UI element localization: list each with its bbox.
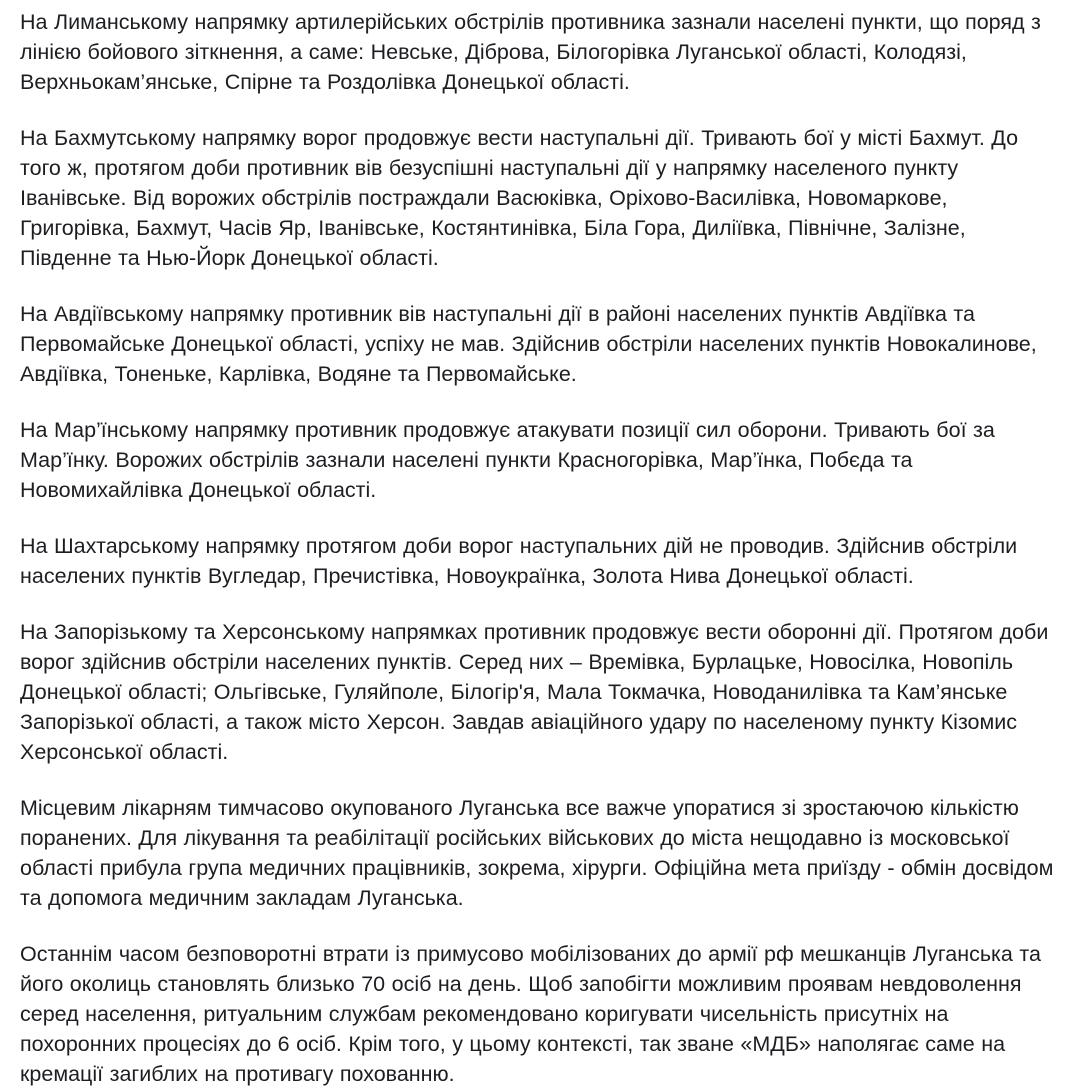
paragraph-bakhmut-direction: На Бахмутському напрямку ворог продовжує вести наступальні дії. Тривають бої у місті Бахмут. До того ж, протягом доби противник вів безуспішні наступальні дії у напрямку населеного пункту Іванівське. Від ворожих обстрілів постраждали Васюківка, Оріхово-Василівка, Новомаркове, Григорівка, Бахмут, Часів Яр, Іванівське, Костянтинівка, Біла Гора, Диліївка, Північне, Залізне, Південне та Нью-Йорк Донецької області. [20, 126, 1019, 270]
paragraph-luhansk-hospitals: Місцевим лікарням тимчасово окупованого Луганська все важче упоратися зі зростаючою кількістю поранених. Для лікування та реабілітації російських військових до міста нещодавно із московської області прибула група медичних працівників, зокрема, хірурги. Офіційна мета приїзду - обмін досвідом та допомога медичним закладам Луганська. [20, 796, 1054, 910]
paragraph-avdiivka-direction: На Авдіївському напрямку противник вів наступальні дії в районі населених пунктів Авдіївка та Первомайське Донецької області, успіху не мав. Здійснив обстріли населених пунктів Новокалинове, Авдіївка, Тоненьке, Карлівка, Водяне та Первомайське. [20, 302, 1037, 386]
paragraph-shakhtarsk-direction: На Шахтарському напрямку протягом доби ворог наступальних дій не проводив. Здійснив обстріли населених пунктів Вугледар, Пречистівка, Новоукраїнка, Золота Нива Донецької області. [20, 534, 1018, 588]
paragraph-lyman-direction: На Лиманському напрямку артилерійських обстрілів противника зазнали населені пункти, що поряд з лінією бойового зіткнення, а саме: Невське, Діброва, Білогорівка Луганської області, Колодязі, Верхньокам’янське, Спірне та Роздолівка Донецької області. [20, 10, 1041, 94]
paragraph-marinka-direction: На Мар’їнському напрямку противник продовжує атакувати позиції сил оборони. Тривають бої за Мар’їнку. Ворожих обстрілів зазнали населені пункти Красногорівка, Мар’їнка, Побєда та Новомихайлівка Донецької області. [20, 418, 995, 502]
paragraph-mobilized-losses: Останнім часом безповоротні втрати із примусово мобілізованих до армії рф мешканців Луганська та його околиць становлять близько 70 осіб на день. Щоб запобігти можливим проявам невдоволення серед населення, ритуальним службам рекомендовано коригувати чисельність присутніх на похоронних процесіях до 6 осіб. Крім того, у цьому контексті, так зване «МДБ» наполягає саме на кремації загиблих на противагу похованню. [20, 942, 1041, 1086]
paragraph-zaporizhzhia-kherson-direction: На Запорізькому та Херсонському напрямках противник продовжує вести оборонні дії. Протягом доби ворог здійснив обстріли населених пунктів. Серед них – Времівка, Бурлацьке, Новосілка, Новопіль Донецької області; Ольгівське, Гуляйполе, Білогір'я, Мала Токмачка, Новоданилівка та Кам’янське Запорізької області, а також місто Херсон. Завдав авіаційного удару по населеному пункту Кізомис Херсонської області. [20, 620, 1049, 764]
